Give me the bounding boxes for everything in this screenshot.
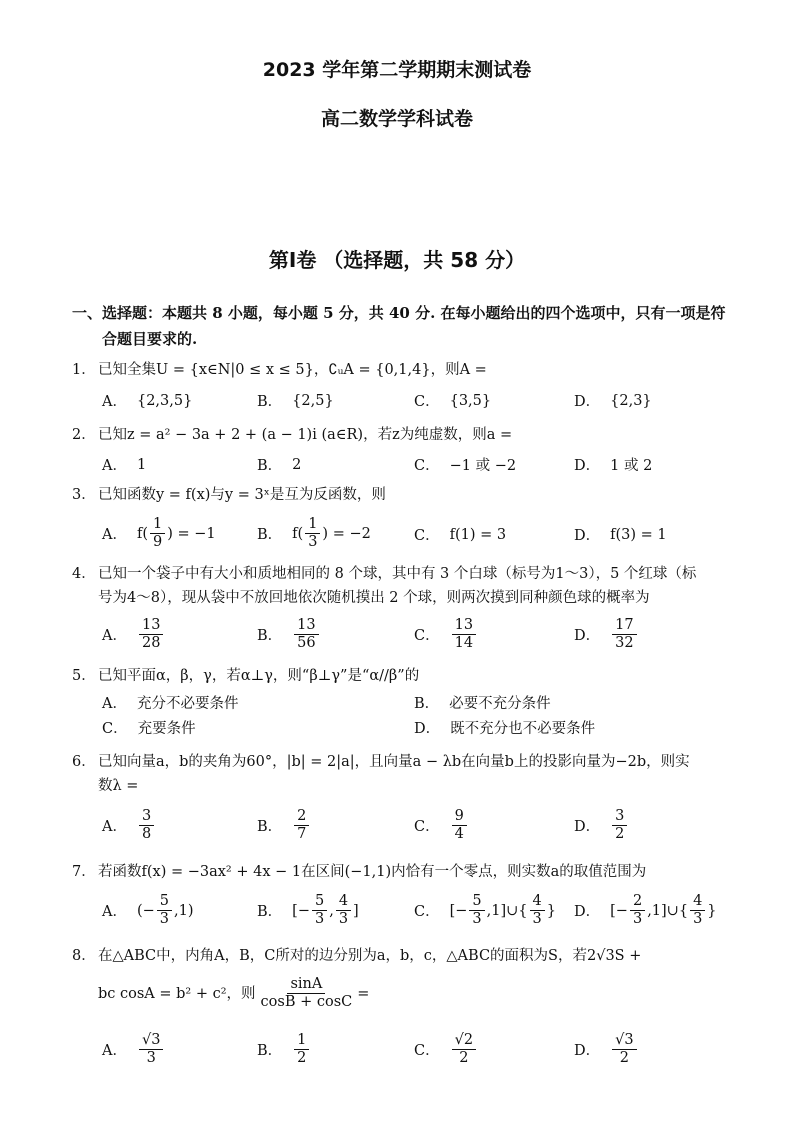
fraction: [690, 893, 705, 928]
option-label: C．: [414, 904, 440, 920]
part-heading: [72, 300, 780, 352]
denominator: 7: [297, 826, 307, 842]
option-a[interactable]: [102, 454, 146, 475]
question-text: 已知向量a，b的夹角为60°，|b| = 2|a|，且向量a − λb在向量b上的投影向量为−2b，则实: [98, 754, 690, 770]
question-text: 已知全集U = {x∈N|0 ≤ x ≤ 5}，∁ᵤA = {0,1,4}，则A =: [98, 362, 487, 378]
option-label: D．: [574, 628, 601, 644]
question-number: 2．: [72, 427, 96, 443]
denominator: 4: [454, 826, 464, 842]
option-text: ,1): [174, 902, 194, 919]
option-text: f(1) = 3: [449, 526, 507, 543]
option-text: }: [546, 902, 556, 919]
denominator: 2: [619, 1050, 629, 1066]
option-label: D．: [574, 528, 601, 544]
numerator: 13: [294, 617, 318, 635]
denominator: 32: [615, 635, 634, 651]
question-4-stem: [72, 562, 782, 610]
numerator: 17: [612, 617, 636, 635]
question-text-cont: =: [357, 985, 370, 1002]
option-text: 2: [292, 456, 302, 473]
numerator: 3: [139, 808, 154, 826]
option-label: A．: [102, 458, 127, 474]
question-number: 4．: [72, 566, 96, 582]
option-text: ) = −2: [322, 525, 371, 542]
option-a[interactable]: [102, 1032, 165, 1067]
fraction: [612, 1032, 636, 1067]
fraction: [305, 516, 320, 551]
option-label: A．: [102, 819, 127, 835]
question-6-stem: [72, 750, 782, 798]
option-c[interactable]: [414, 893, 556, 928]
option-label: D．: [574, 819, 601, 835]
option-text: ,1]∪{: [486, 902, 528, 919]
fraction: [630, 893, 645, 928]
question-number: 3．: [72, 487, 96, 503]
denominator: 28: [141, 635, 161, 651]
question-text: 在△ABC中，内角A，B，C所对的边分别为a，b，c，△ABC的面积为S，若2√3S +: [98, 948, 642, 964]
question-7-options: [102, 893, 762, 935]
option-text: [−: [449, 902, 468, 919]
option-text: {3,5}: [449, 392, 492, 409]
fraction: [294, 1032, 309, 1067]
question-3-stem: [72, 483, 782, 507]
question-number: 6．: [72, 754, 96, 770]
option-label: A．: [102, 1043, 127, 1059]
denominator: 3: [308, 534, 318, 550]
option-text: f(: [292, 525, 304, 542]
option-c[interactable]: [414, 808, 469, 843]
option-c[interactable]: [414, 1032, 478, 1067]
denominator: 3: [532, 911, 542, 927]
option-d[interactable]: [574, 893, 717, 928]
denominator: 2: [615, 826, 625, 842]
option-text: }: [707, 902, 717, 919]
option-text: 既不充分也不必要条件: [450, 721, 596, 737]
question-text-cont: 号为4～8），现从袋中不放回地依次随机摸出 2 个球，则两次摸到同种颜色球的概率为: [98, 590, 650, 606]
question-4-options: [102, 617, 762, 657]
numerator: 13: [452, 617, 476, 635]
fraction: [150, 516, 165, 551]
fraction: [139, 1032, 163, 1067]
section-title: 第Ⅰ卷 （选择题，共 58 分）: [268, 248, 526, 272]
option-text: 1 或 2: [610, 458, 653, 474]
fraction: [452, 808, 467, 843]
option-text: (−: [136, 902, 155, 919]
fraction: [157, 893, 172, 928]
denominator: 3: [472, 911, 482, 927]
option-label: B．: [257, 904, 283, 920]
option-b[interactable]: [257, 1032, 311, 1067]
fraction: [294, 808, 309, 843]
option-b[interactable]: [257, 454, 301, 475]
option-label: C．: [414, 458, 440, 474]
option-label: B．: [414, 696, 440, 712]
option-text: ) = −1: [167, 525, 216, 542]
fraction: [139, 808, 154, 843]
option-b[interactable]: [257, 516, 371, 551]
denominator: 2: [297, 1050, 307, 1066]
option-d[interactable]: [574, 524, 667, 545]
denominator: 14: [454, 635, 474, 651]
option-label: C．: [414, 819, 440, 835]
part-heading-line2: 合题目要求的.: [102, 330, 198, 348]
question-number: 1．: [72, 362, 96, 378]
option-label: B．: [257, 819, 283, 835]
denominator: 3: [159, 911, 170, 927]
part-heading-line1: 一、选择题：本题共 8 小题，每小题 5 分，共 40 分. 在每小题给出的四个选项中，只有一项是符: [72, 304, 726, 322]
question-8-stem-cont: [98, 976, 698, 1011]
option-c[interactable]: [414, 524, 506, 545]
question-text: 已知z = a² − 3a + 2 + (a − 1)i (a∈R)，若z为纯虚数，则a =: [98, 427, 513, 443]
denominator: 3: [338, 911, 349, 927]
numerator: 9: [452, 808, 467, 826]
question-8-stem: [72, 944, 782, 968]
option-label: B．: [257, 458, 283, 474]
question-number: 7．: [72, 864, 96, 880]
exam-title: 2023 学年第二学期期末测试卷: [262, 59, 532, 81]
option-label: D．: [414, 721, 441, 737]
option-text: 1: [136, 456, 147, 473]
option-text: {2,5}: [292, 392, 334, 409]
fraction: [312, 893, 327, 928]
numerator: 4: [336, 893, 351, 911]
option-d[interactable]: [574, 1032, 639, 1067]
fraction: [469, 893, 484, 928]
option-text: 充要条件: [137, 721, 196, 737]
exam-subtitle: 高二数学学科试卷: [320, 108, 473, 130]
fraction: [452, 1032, 476, 1067]
numerator: 5: [312, 893, 327, 911]
option-text: f(: [136, 525, 149, 542]
option-a[interactable]: [102, 516, 216, 551]
option-c[interactable]: [102, 717, 196, 738]
option-b[interactable]: [257, 617, 321, 652]
numerator: 2: [630, 893, 645, 911]
option-label: C．: [414, 394, 440, 410]
question-2-options: [102, 454, 762, 484]
option-label: A．: [102, 904, 127, 920]
option-label: D．: [574, 1043, 601, 1059]
fraction: [530, 893, 545, 928]
question-2-stem: [72, 423, 782, 447]
option-c[interactable]: [414, 617, 478, 652]
numerator: √3: [139, 1032, 163, 1050]
denominator: 3: [314, 911, 325, 927]
option-a[interactable]: [102, 390, 192, 411]
option-label: B．: [257, 394, 283, 410]
option-label: D．: [574, 904, 601, 920]
option-label: A．: [102, 696, 127, 712]
option-label: C．: [414, 528, 440, 544]
denominator: 8: [141, 826, 152, 842]
fraction: [612, 617, 636, 652]
question-7-stem: [72, 860, 782, 884]
option-b[interactable]: [257, 893, 359, 928]
fraction: [612, 808, 627, 843]
question-text: 若函数f(x) = −3ax² + 4x − 1在区间(−1,1)内恰有一个零点，则实数a的取值范围为: [98, 864, 647, 880]
option-a[interactable]: [102, 808, 156, 843]
question-text-cont: bc cosA = b² + c²，则: [98, 985, 256, 1002]
option-label: D．: [574, 458, 601, 474]
option-text: {2,3}: [610, 392, 652, 409]
fraction: [452, 617, 476, 652]
denominator: 3: [632, 911, 643, 927]
option-d[interactable]: [574, 808, 629, 843]
question-5-stem: [72, 664, 782, 688]
option-b[interactable]: [257, 808, 311, 843]
denominator: cosB + cosC: [260, 994, 353, 1010]
option-b[interactable]: [414, 692, 551, 713]
denominator: 3: [693, 911, 703, 927]
denominator: 56: [297, 635, 316, 651]
denominator: 2: [459, 1050, 469, 1066]
option-text: −1 或 −2: [449, 458, 517, 474]
question-3-options: [102, 516, 762, 556]
option-d[interactable]: [574, 454, 652, 475]
option-text: ,: [329, 902, 334, 919]
option-label: C．: [102, 721, 128, 737]
question-1-stem: [72, 358, 782, 382]
question-8-options: [102, 1032, 762, 1074]
option-d[interactable]: [574, 390, 652, 411]
option-c[interactable]: [414, 454, 516, 475]
option-text: {2,3,5}: [136, 392, 193, 409]
question-number: 5．: [72, 668, 96, 684]
question-text: 已知一个袋子中有大小和质地相同的 8 个球，其中有 3 个白球（标号为1～3），5 个红球（标: [98, 566, 697, 582]
question-text: 已知函数y = f(x)与y = 3ˣ是互为反函数，则: [98, 487, 386, 503]
numerator: 4: [530, 893, 545, 911]
option-label: B．: [257, 527, 283, 543]
numerator: √3: [612, 1032, 636, 1050]
numerator: 1: [305, 516, 320, 534]
fraction: [258, 976, 356, 1011]
question-text: 已知平面α，β，γ，若α⊥γ，则“β⊥γ”是“α//β”的: [98, 668, 420, 684]
numerator: 1: [294, 1032, 309, 1050]
question-number: 8．: [72, 948, 96, 964]
numerator: 5: [157, 893, 172, 911]
numerator: sinA: [287, 976, 325, 994]
option-label: A．: [102, 394, 127, 410]
option-label: B．: [257, 1043, 283, 1059]
option-text: ]: [353, 902, 359, 919]
denominator: 9: [153, 534, 163, 550]
option-text: [−: [610, 902, 628, 919]
option-text: 充分不必要条件: [136, 696, 239, 712]
option-text: [−: [292, 902, 310, 919]
numerator: 5: [469, 893, 484, 911]
question-5-options: [102, 692, 762, 742]
option-c[interactable]: [414, 390, 491, 411]
numerator: 1: [150, 516, 165, 534]
option-a[interactable]: [102, 692, 238, 713]
option-text: ,1]∪{: [647, 902, 689, 919]
option-label: C．: [414, 1043, 440, 1059]
option-a[interactable]: [102, 893, 194, 928]
question-text-cont: 数λ =: [98, 778, 139, 794]
option-b[interactable]: [257, 390, 334, 411]
option-a[interactable]: [102, 617, 165, 652]
option-label: C．: [414, 628, 440, 644]
question-6-options: [102, 808, 762, 848]
option-text: 必要不充分条件: [449, 696, 551, 712]
numerator: √2: [452, 1032, 476, 1050]
option-label: D．: [574, 394, 601, 410]
option-label: A．: [102, 527, 127, 543]
option-d[interactable]: [414, 717, 595, 738]
numerator: 4: [690, 893, 705, 911]
denominator: 3: [146, 1050, 156, 1066]
fraction: [139, 617, 163, 652]
option-text: f(3) = 1: [610, 526, 667, 543]
numerator: 3: [612, 808, 627, 826]
question-1-options: [102, 390, 762, 420]
numerator: 13: [139, 617, 163, 635]
option-label: B．: [257, 628, 283, 644]
fraction: [294, 617, 318, 652]
option-label: A．: [102, 628, 127, 644]
numerator: 2: [294, 808, 309, 826]
fraction: [336, 893, 351, 928]
option-d[interactable]: [574, 617, 639, 652]
